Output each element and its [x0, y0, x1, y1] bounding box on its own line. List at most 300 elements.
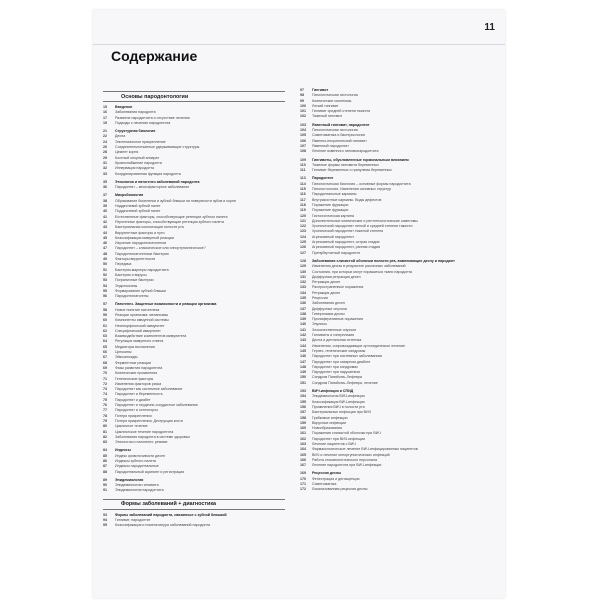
toc-entry-title: Агрессивный пародонтит: [312, 234, 355, 239]
toc-page-number: 52: [103, 272, 107, 277]
header-rule: [93, 44, 505, 45]
toc-entry-title: Препубертатный пародонтит: [312, 250, 361, 255]
toc-page-number: 109: [300, 157, 306, 162]
toc-page-number: 79: [103, 418, 107, 423]
toc-page-number: 70: [103, 371, 107, 376]
toc-entry-title: Ретракция десен: [312, 290, 341, 295]
toc-page-number: 95: [103, 523, 107, 528]
toc-page-number: 161: [300, 431, 306, 436]
toc-page-number: 117: [300, 197, 306, 202]
toc-entry-title: Лечение пародонтита при ВИЧ-инфекции: [312, 463, 382, 468]
toc-page-number: 87: [103, 464, 107, 469]
toc-page-number: 50: [103, 262, 107, 267]
toc-page-number: 61: [103, 323, 107, 328]
toc-entry-title: Клинические проявления: [115, 371, 158, 376]
toc-page-number: 123: [300, 229, 306, 234]
toc-entry-title: Поддесневой зубной налет: [115, 209, 161, 214]
toc-page-number: 141: [300, 327, 306, 332]
toc-page-number: 101: [300, 109, 306, 114]
toc-entry-title: Фармакологическое лечение ВИЧ-инфицированных пациентов: [312, 447, 418, 452]
toc-page-number: 133: [300, 285, 306, 290]
toc-page-number: 38: [103, 198, 107, 203]
toc-page-number: 143: [300, 338, 306, 343]
toc-entry: [103, 470, 285, 475]
toc-page-number: 163: [300, 442, 306, 446]
toc-entry-title: Наддесневой зубной налет: [115, 204, 161, 209]
toc-page-number: 151: [300, 380, 306, 385]
toc-entry-title: Синдром Папийона–Лефевра, лечение: [312, 380, 378, 385]
toc-entry-title: Симптоматика: [312, 482, 337, 487]
toc-entry-title: Рецессия: [312, 295, 328, 300]
toc-page-number: 156: [300, 404, 306, 409]
toc-entry-title: Патогенез. Защитные возможности и реакции организма: [115, 302, 217, 307]
toc-entry-title: Пародонтит – классическое или оппортунистическое?: [115, 246, 206, 251]
toc-entry-title: Гингивит средней степени тяжести: [312, 109, 371, 114]
toc-entry-title: Агрессивный пародонтит, ранняя стадия: [312, 245, 380, 250]
toc-page-number: 65: [103, 344, 107, 349]
toc-entry-title: Индексы: [115, 448, 131, 453]
toc-page-number: 45: [103, 235, 107, 240]
toc-entry-title: Эндотоксины: [115, 283, 138, 288]
toc-page-number: 105: [300, 133, 306, 138]
toc-page-number: 72: [103, 381, 107, 386]
toc-entry-title: Вирулентные факторы и пути: [115, 230, 165, 235]
toc-page-number: 46: [103, 241, 107, 246]
toc-page-number: 118: [300, 202, 306, 207]
toc-entry-title: Генетические факторы: [115, 376, 154, 381]
toc-entry-title: Естественные факторы, способствующие ретенции зубного налета: [115, 214, 228, 219]
toc-entry-title: Лечение язвенного гингивопародонтита: [312, 149, 379, 154]
toc-page-number: 58: [103, 307, 107, 312]
toc-page-number: 108: [300, 149, 306, 154]
toc-entry-title: Пародонтальные карманы: [312, 192, 357, 197]
toc-page-number: 149: [300, 370, 306, 375]
toc-entry-title: Диффузные опухоли: [312, 306, 347, 311]
page-number: 11: [484, 22, 495, 33]
toc-page-number: 110: [300, 162, 306, 167]
toc-page-number: 76: [103, 403, 107, 408]
toc-entry-title: Неспецифический иммунитет: [115, 323, 165, 328]
toc-page-number: 85: [103, 453, 107, 458]
toc-entry-title: Патологическая гистология: [312, 128, 358, 133]
toc-page-number: 145: [300, 348, 306, 353]
toc-entry-title: ВИЧ и лечение оппортунистических инфекций: [312, 452, 390, 457]
toc-page-number: 67: [103, 355, 107, 360]
toc-page-number: 29: [103, 155, 107, 160]
toc-page-number: 68: [103, 360, 107, 365]
toc-entry-title: Заболевания пародонта: [115, 110, 156, 115]
toc-entry-title: Специфический иммунитет: [115, 328, 161, 333]
toc-entry: [300, 381, 482, 386]
toc-entry: [103, 185, 285, 190]
toc-list: [300, 88, 482, 493]
toc-entry-title: Диффузная ретракция десен: [312, 274, 361, 279]
toc-entry-title: Кровоснабжение пародонта: [115, 160, 162, 165]
toc-entry-title: Десна и дентальная эстетика: [312, 338, 362, 343]
toc-entry-title: Поражение фуркации: [312, 202, 349, 207]
toc-column-right: [300, 88, 482, 493]
toc-page-number: 71: [103, 376, 107, 381]
toc-entry-title: Хронический пародонтит легкой и средней степени тяжести: [312, 224, 413, 229]
toc-page-number: 78: [103, 413, 107, 418]
toc-column-left: [103, 88, 285, 529]
toc-entry-title: Пародонтит как системное заболевание: [115, 387, 183, 392]
toc-page-number: 63: [103, 334, 107, 339]
toc-entry-title: Эйкозаноиды: [115, 355, 138, 360]
toc-entry-title: Гингивиты, обусловленные гормональным влиянием: [312, 157, 409, 162]
toc-entry-title: Десна: [115, 134, 126, 139]
toc-page-number: 131: [300, 274, 306, 279]
toc-entry: [103, 172, 285, 177]
toc-page-number: 21: [103, 129, 107, 134]
toc-page-number: 165: [300, 452, 306, 457]
toc-entry: [300, 463, 482, 468]
toc-page-number: 15: [103, 105, 107, 109]
toc-page-number: 17: [103, 115, 107, 120]
toc-entry-title: Эпидемиология пародонтита: [115, 488, 164, 493]
toc-list: [103, 105, 285, 494]
toc-page-number: 74: [103, 392, 107, 397]
toc-entry-title: Цикличное течение: [115, 424, 148, 429]
toc-entry-title: Патологическая биология – основные формы пародонтита: [312, 181, 411, 186]
toc-entry-title: Координированная функция пародонта: [115, 171, 181, 176]
toc-page-number: 107: [300, 143, 306, 148]
toc-entry-title: Язвенно-некротический гингивит: [312, 138, 367, 143]
toc-entry: [103, 440, 285, 445]
toc-page-number: 153: [300, 389, 306, 394]
toc-page-number: 91: [103, 488, 107, 493]
section-heading: Основы пародонтологии: [103, 91, 285, 102]
toc-page-number: 120: [300, 213, 306, 218]
toc-page-number: 41: [103, 214, 107, 219]
toc-page-number: 54: [103, 283, 107, 288]
toc-entry: [300, 168, 482, 173]
toc-entry-title: Гингивит, пародонтит: [115, 518, 151, 523]
toc-page-number: 69: [103, 365, 107, 370]
toc-entry-title: Заболевания пародонта в системе здоровья: [115, 434, 190, 439]
toc-entry-title: ВИЧ-инфекция и СПИД: [312, 389, 354, 394]
toc-entry-title: Классификация иммунной реакции: [115, 235, 174, 240]
toc-page-number: 130: [300, 269, 306, 274]
page-title: Содержание: [111, 48, 198, 64]
toc-entry-title: Вирусные инфекции: [312, 420, 347, 425]
toc-entry-title: Классификация и номенклатура заболеваний пародонта: [115, 523, 211, 528]
section-heading: Формы заболеваний + диагностика: [103, 499, 285, 510]
toc-page-number: 170: [300, 476, 306, 481]
toc-entry-title: Пародонтит: [312, 176, 334, 181]
toc-page-number: 73: [103, 387, 107, 392]
toc-entry-title: Гингивит: [312, 88, 329, 92]
toc-page-number: 142: [300, 333, 306, 338]
toc-page-number: 35: [103, 179, 107, 184]
toc-page-number: 19: [103, 120, 107, 125]
toc-page-number: 82: [103, 434, 107, 439]
toc-page-number: 42: [103, 219, 107, 224]
toc-entry-title: Иннервация пародонта: [115, 166, 154, 171]
toc-entry: [300, 487, 482, 492]
toc-page-number: 128: [300, 258, 306, 263]
toc-page-number: 64: [103, 339, 107, 344]
toc-entry-title: Эпителиальное прикрепление: [115, 139, 166, 144]
toc-entry-title: Ретракция десен: [312, 280, 341, 285]
toc-page-number: 115: [300, 187, 306, 192]
toc-entry-title: Эпулисы: [312, 322, 327, 327]
toc-entry-title: Пролиферативные поражения: [312, 317, 363, 322]
toc-entry-title: Соединительнотканные удерживающие структуры: [115, 145, 200, 150]
toc-entry-title: Гистологическая картина: [312, 213, 354, 218]
toc-page-number: 26: [103, 145, 107, 150]
toc-page-number: 43: [103, 225, 107, 230]
toc-page-number: 171: [300, 482, 306, 487]
toc-page-number: 155: [300, 399, 306, 404]
toc-page-number: 99: [300, 98, 304, 103]
toc-page-number: 138: [300, 311, 306, 316]
toc-page-number: 47: [103, 246, 107, 251]
toc-entry-title: Введение: [115, 105, 133, 109]
toc-list: [103, 513, 285, 529]
toc-entry-title: Пародонтит при нарушениях: [312, 370, 361, 375]
toc-entry-title: Тяжелый гингивит: [312, 114, 343, 119]
toc-entry-title: Пародонтит при ВИЧ-инфекции: [312, 436, 365, 441]
toc-page-number: 55: [103, 288, 107, 293]
toc-entry-title: Синдром Папийона–Лефевра: [312, 375, 362, 380]
toc-page-number: 86: [103, 459, 107, 463]
toc-entry-title: Изменения, сопровождающие ортопедическое лечение: [312, 343, 405, 348]
toc-page-number: 172: [300, 487, 306, 492]
toc-entry-title: Новообразования: [312, 426, 342, 431]
toc-page-number: 104: [300, 128, 306, 133]
toc-page-number: 135: [300, 295, 306, 300]
toc-entry-title: Заболевания десен: [312, 301, 345, 306]
toc-page-number: 124: [300, 234, 306, 239]
toc-page-number: 28: [103, 150, 107, 155]
toc-entry-title: Эпидемиология ВИЧ-инфекции: [312, 394, 365, 399]
toc-page-number: 22: [103, 134, 107, 139]
toc-entry-title: Патологическая гистология: [312, 93, 358, 98]
toc-page-number: 158: [300, 415, 306, 420]
toc-page-number: 51: [103, 267, 107, 272]
toc-page-number: 93: [103, 512, 107, 517]
toc-entry-title: Цитокины: [115, 350, 132, 355]
toc-page-number: 114: [300, 181, 306, 186]
toc-entry-title: Рецессия десны: [312, 471, 342, 476]
toc-entry-title: Передача: [115, 262, 132, 267]
toc-entry-title: Пародонтит и остеопороз: [115, 408, 158, 413]
toc-entry: [103, 488, 285, 493]
toc-page-number: 88: [103, 469, 107, 474]
toc-entry-title: Патогистология. Изменения основных структур: [312, 187, 392, 192]
toc-entry-title: Формирование зубной бляшки: [115, 288, 166, 293]
toc-entry-title: Поражение фуркации: [312, 208, 349, 213]
toc-page-number: 167: [300, 463, 306, 468]
toc-entry-title: Пародонтит при системных заболеваниях: [312, 354, 383, 359]
toc-page-number: 48: [103, 251, 107, 256]
toc-entry-title: Пародонтопатогенные бактерии: [115, 251, 169, 256]
toc-entry-title: Пародонтит при синдромах: [312, 364, 358, 369]
toc-page-number: 111: [300, 168, 306, 173]
toc-entry-title: Легкий гингивит: [312, 103, 339, 108]
toc-entry-title: Регуляция иммунного ответа: [115, 339, 164, 344]
toc-page-number: 60: [103, 318, 107, 323]
toc-page-number: 103: [300, 122, 306, 127]
toc-page-number: 139: [300, 317, 306, 322]
toc-page-number: 106: [300, 138, 306, 143]
toc-page-number: 148: [300, 364, 306, 369]
toc-page-number: 113: [300, 176, 306, 181]
toc-entry-title: Этиология и патогенез заболеваний пародонта: [115, 179, 200, 184]
toc-entry-title: Взаимодействие компонентов иммунитета: [115, 334, 187, 339]
toc-entry-title: Локализованная рецессия десны: [312, 487, 368, 492]
toc-page-number: 169: [300, 471, 306, 476]
toc-entry-title: Индексы пародонтальные: [115, 464, 159, 469]
toc-entry-title: Циклическое течение пародонтита: [115, 429, 174, 434]
toc-page-number: 59: [103, 312, 107, 317]
toc-page-number: 126: [300, 245, 306, 250]
toc-page-number: 100: [300, 103, 306, 108]
toc-page-number: 137: [300, 306, 306, 311]
toc-entry-title: Хронический пародонтит тяжелой степени: [312, 229, 384, 234]
toc-entry-title: Пародонтальный скрининг и регистрация: [115, 469, 185, 474]
toc-entry-title: Структурная биология: [115, 129, 156, 134]
toc-page-number: 132: [300, 280, 306, 285]
toc-entry-title: Классификация ВИЧ-инфекции: [312, 399, 365, 404]
toc-entry-title: Клинические симптомы: [312, 98, 352, 103]
toc-page-number: 119: [300, 208, 306, 213]
toc-entry-title: Грибковые инфекции: [312, 415, 348, 420]
toc-entry-title: Развитие пародонтита и отсутствие лечения: [115, 115, 190, 120]
toc-page-number: 80: [103, 424, 107, 429]
toc-page-number: 31: [103, 160, 107, 165]
toc-page-number: 33: [103, 171, 107, 176]
toc-page-number: 127: [300, 250, 306, 255]
toc-page-number: 134: [300, 290, 306, 295]
toc-entry-title: Гингивиты и гиперплазия: [312, 333, 355, 338]
toc-page-number: 122: [300, 224, 306, 229]
toc-page-number: 56: [103, 294, 107, 299]
toc-entry-title: Образование биопленки и зубной бляшки на поверхности зубов и корня: [115, 198, 236, 203]
toc-page-number: 154: [300, 394, 306, 399]
toc-entry-title: Индекс кровоточивости десен: [115, 453, 166, 458]
toc-entry-title: Пародонтопатогены: [115, 294, 149, 299]
toc-entry-title: Новое понятие патогенеза: [115, 307, 160, 312]
toc-page-number: 150: [300, 375, 306, 380]
toc-entry-title: Герпес, генетические синдромы: [312, 348, 366, 353]
toc-entry-title: Цемент корня: [115, 150, 139, 155]
toc-entry-title: Подходы к лечению пародонтита: [115, 120, 171, 125]
toc-entry-title: Агрессивный пародонтит, острая стадия: [312, 240, 380, 245]
toc-page-number: 146: [300, 354, 306, 359]
toc-entry: [103, 121, 285, 126]
toc-entry-title: Гингивит беременных и гранулема беременных: [312, 168, 392, 173]
toc-page-number: 94: [103, 518, 107, 523]
toc-page-number: 16: [103, 110, 107, 115]
toc-page-number: 32: [103, 166, 107, 171]
toc-entry-title: Эпидемиология: [115, 477, 144, 482]
toc-entry-title: Дополнительные клинические и рентгенологические симптомы: [312, 218, 418, 223]
toc-page-number: 159: [300, 420, 306, 425]
toc-entry-title: Внутрикостные карманы. Виды дефектов: [312, 197, 382, 202]
toc-page-number: 166: [300, 457, 306, 462]
toc-entry-title: Проявления ВИЧ в полости рта: [312, 404, 365, 409]
toc-entry: [103, 294, 285, 299]
document-page: [93, 10, 505, 598]
toc-entry-title: Лечение пациентов с ВИЧ: [312, 442, 356, 446]
toc-entry-title: Злокачественные опухоли: [312, 327, 357, 332]
toc-page-number: 160: [300, 426, 306, 431]
toc-page-number: 162: [300, 436, 306, 441]
toc-entry-title: Формы заболеваний пародонта, связанные с зубной бляшкой: [115, 512, 227, 517]
toc-entry-title: Фенестрация и дегисценция: [312, 476, 360, 481]
toc-page-number: 140: [300, 322, 306, 327]
toc-entry-title: Пограничные бактерии: [115, 278, 154, 283]
toc-entry-title: Потеря прикрепления. Деструкция кости: [115, 418, 183, 423]
toc-entry-title: Изучение пародонтопатогенов: [115, 241, 166, 246]
toc-page-number: 77: [103, 408, 107, 413]
toc-entry-title: Язвенный гингивит, пародонтит: [312, 122, 370, 127]
toc-page-number: 147: [300, 359, 306, 364]
toc-page-number: 89: [103, 477, 107, 482]
toc-entry-title: Тяжелые формы гингивита беременных: [312, 162, 379, 167]
toc-page-number: 90: [103, 483, 107, 488]
toc-entry-title: Микробиология: [115, 193, 144, 198]
toc-entry-title: Поражения слизистой оболочки при ВИЧ: [312, 431, 381, 436]
toc-entry-title: Симптоматика и бактериология: [312, 133, 365, 138]
toc-entry-title: Костный опорный аппарат: [115, 155, 160, 160]
toc-page-number: 24: [103, 139, 107, 144]
toc-page-number: 44: [103, 230, 107, 235]
toc-page-number: 40: [103, 209, 107, 214]
toc-entry-title: Работа стоматологического персонала: [312, 457, 377, 462]
toc-entry: [300, 251, 482, 256]
toc-entry-title: Пародонтит и беременность: [115, 392, 163, 397]
toc-page-number: 83: [103, 440, 107, 445]
toc-entry-title: Состояния, при которых могут поражаться ткани пародонта: [312, 269, 412, 274]
toc-page-number: 62: [103, 328, 107, 333]
toc-entry-title: Изменения факторов риска: [115, 381, 162, 386]
toc-page-number: 136: [300, 301, 306, 306]
toc-entry-title: Бактерии-маркеры пародонтита: [115, 267, 169, 272]
toc-entry-title: Факторы вирулентности: [115, 257, 156, 262]
toc-entry-title: Бактерии и вирусы: [115, 272, 147, 277]
toc-page-number: 37: [103, 193, 107, 198]
toc-page-number: 116: [300, 192, 306, 197]
toc-entry-title: Эпидемиология гингивита: [115, 483, 159, 488]
toc-entry: [300, 114, 482, 119]
toc-entry-title: Реакции организма: механизмы: [115, 312, 169, 317]
toc-entry-title: Заболевания слизистой оболочки полости рта, вовлекающие десну и пародонт: [312, 258, 455, 263]
toc-entry-title: Язвенный пародонтит: [312, 143, 349, 148]
toc-entry-title: Этиология и патогенез: резюме: [115, 440, 168, 445]
toc-page-number: 121: [300, 218, 306, 223]
toc-page-number: 97: [300, 88, 304, 92]
toc-entry-title: Изменения десны в результате различных заболеваний: [312, 264, 406, 269]
toc-entry-title: Бактериальные инфекции при ВИЧ: [312, 410, 372, 415]
toc-page-number: 129: [300, 264, 306, 269]
toc-entry: [103, 523, 285, 528]
toc-entry-title: Бактериальная колонизация полости рта: [115, 225, 184, 230]
toc-page-number: 84: [103, 448, 107, 453]
toc-page-number: 36: [103, 185, 107, 190]
toc-entry-title: Пародонтит и диабет: [115, 397, 151, 402]
toc-entry-title: Пародонтит при сахарном диабете: [312, 359, 371, 364]
toc-page-number: 53: [103, 278, 107, 283]
toc-entry: [300, 149, 482, 154]
toc-page-number: 157: [300, 410, 306, 415]
toc-page-number: 81: [103, 429, 107, 434]
toc-entry-title: Компоненты иммунной системы: [115, 318, 169, 323]
toc-page-number: 144: [300, 343, 306, 348]
toc-entry-title: Медиаторы воспаления: [115, 344, 155, 349]
